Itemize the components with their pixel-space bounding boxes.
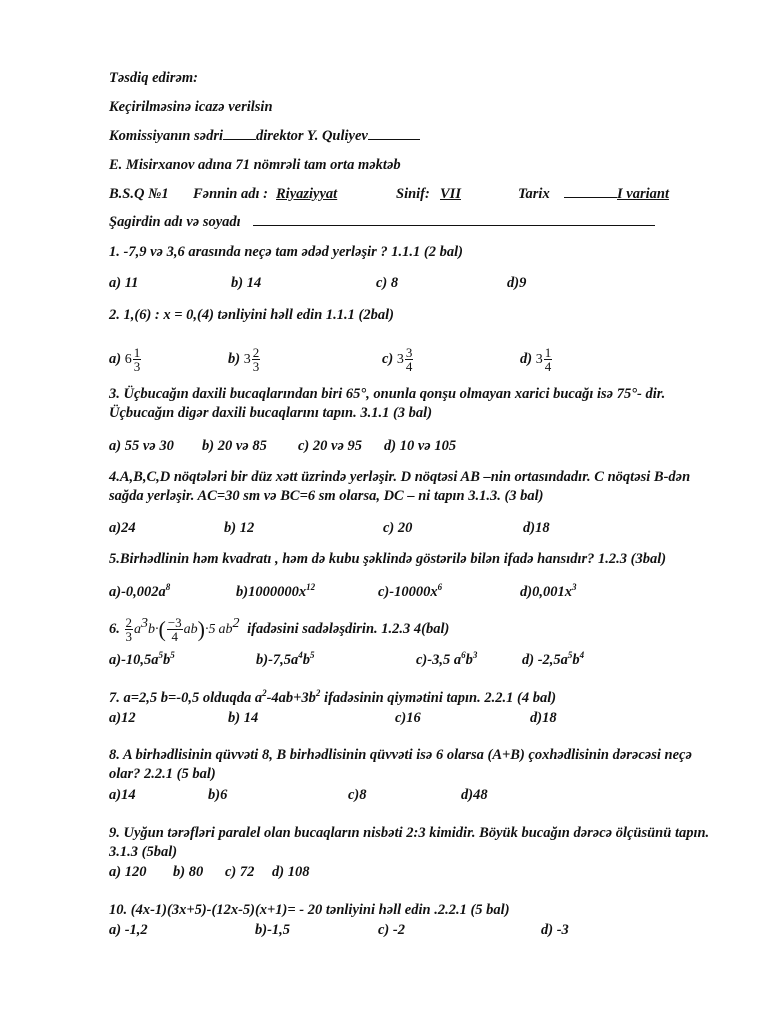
option-a: a) -1,2 — [109, 922, 148, 938]
option-d: $d)0,001x^3$ — [520, 582, 577, 600]
option-d: d) -3 — [541, 922, 569, 938]
option-b: b) 3 $\frac{2}{3}$ — [228, 345, 260, 374]
option-b: b) 12 — [224, 520, 255, 536]
commission-line — [109, 127, 420, 145]
option-b: b) 80 — [173, 864, 204, 880]
option-d: d)48 — [461, 787, 488, 803]
class-label: Sinif: — [396, 186, 430, 202]
bsq-number: B.S.Q №1 — [109, 186, 169, 202]
permission-line: Keçirilməsinə icazə verilsin — [109, 99, 273, 115]
option-a: a) 6 $\frac{1}{3}$ — [109, 345, 141, 374]
option-b: b)-1,5 — [255, 922, 291, 938]
option-d: d) $-2,5a^5b^4$ — [522, 650, 585, 668]
signature-blank — [223, 127, 256, 140]
option-a: a)24 — [109, 520, 136, 536]
question-1: 1. -7,9 və 3,6 arasında neçə tam ədəd yerləşir ? 1.1.1 (2 bal) — [109, 244, 463, 260]
option-c: c)16 — [395, 710, 421, 726]
option-d: d)9 — [507, 275, 527, 291]
option-b: $b)-7,5a^4b^5$ — [256, 650, 315, 668]
option-b: b)6 — [208, 787, 228, 803]
signature-blank-2 — [368, 127, 420, 140]
option-d: d) 108 — [272, 864, 310, 880]
question-10: 10. (4x-1)(3x+5)-(12x-5)(x+1)= - 20 tənliyini həll edin .2.2.1 (5 bal) — [109, 902, 510, 918]
option-d: d) 10 və 105 — [384, 438, 457, 454]
option-a: $a)-0,002a^8$ — [109, 582, 171, 600]
student-name-row — [109, 213, 655, 231]
question-2-options — [109, 338, 709, 372]
date-label: Tarix — [518, 186, 550, 202]
fraction-minus-three-quarters: $\frac{-3}{4}$ — [167, 615, 182, 645]
option-c: c) 8 — [376, 275, 399, 291]
option-c: c) 20 və 95 — [298, 438, 363, 454]
option-c: c) 20 — [383, 520, 413, 536]
option-b: b) 20 və 85 — [202, 438, 267, 454]
option-c: c)8 — [348, 787, 367, 803]
option-c: c)-3,5 $a^6b^3$ — [416, 650, 478, 668]
option-a: a)14 — [109, 787, 136, 803]
option-d: d)18 — [523, 520, 550, 536]
question-9: 9. Uyğun tərəfləri paralel olan bucaqların nisbəti 2:3 kimidir. Böyük bucağın dərəcə ölçüsünü tapın. 3.1.3 (5bal) — [109, 825, 710, 860]
variant-label: I variant — [617, 186, 669, 202]
option-d: d) 3 $\frac{1}{4}$ — [520, 345, 552, 374]
option-c: c) 72 — [225, 864, 255, 880]
student-name-blank — [253, 213, 655, 226]
subject-label: Fənnin adı : — [193, 186, 268, 202]
commission-chair-label: Komissiyanın sədri — [109, 128, 224, 144]
option-c: c) 3 $\frac{3}{4}$ — [382, 345, 413, 374]
option-a: a) 55 və 30 — [109, 438, 174, 454]
question-8: 8. A birhədlisinin qüvvəti 8, B birhədlisinin qüvvəti isə 6 olarsa (A+B) çoxhədlisinin dərəcəsi neçə olar? 2.2.1 (5 bal) — [109, 747, 692, 782]
fraction-two-thirds: $\frac{2}{3}$ — [125, 615, 132, 645]
date-blank — [564, 185, 617, 198]
option-a: a) 11 — [109, 275, 139, 291]
option-c: $c)-10000x^6$ — [378, 582, 443, 600]
option-a: $a)-10,5a^5b^5$ — [109, 650, 175, 668]
question-7: 7. a=2,5 b=-0,5 olduqda $a^2-4ab+3b^2$ ifadəsinin qiymətini tapın. 2.2.1 (4 bal) — [109, 688, 557, 706]
question-3: 3. Üçbucağın daxili bucaqlarından biri 65°, onunla qonşu olmayan xarici bucağı isə 75°- dir. Üçbucağın digər daxili bucaqlarını tapın. 3.1.1 (3 bal) — [109, 386, 666, 421]
option-c: c) -2 — [378, 922, 405, 938]
director-name: direktor Y. Quliyev — [256, 128, 368, 144]
option-b: b) 14 — [228, 710, 259, 726]
question-2: 2. 1,(6) : x = 0,(4) tənliyini həll edin 1.1.1 (2bal) — [109, 307, 394, 323]
option-a: a)12 — [109, 710, 136, 726]
class-value: VII — [440, 186, 461, 202]
subject-value: Riyaziyyat — [276, 186, 338, 202]
question-5: 5.Birhədlinin həm kvadratı , həm də kubu şəklində göstərilə bilən ifadə hansıdır? 1.2.3 (3bal) — [109, 551, 667, 567]
approval-line: Təsdiq edirəm: — [109, 70, 198, 86]
question-4: 4.A,B,C,D nöqtələri bir düz xətt üzrində yerləşir. D nöqtəsi AB –nin ortasındadır. C nöqtəsi B-dən sağda yerləşir. AC=30 sm və BC=6 sm olarsa, DC – ni tapın 3.1.3. (3 bal) — [109, 469, 691, 504]
option-a: a) 120 — [109, 864, 147, 880]
school-name: E. Misirxanov adına 71 nömrəli tam orta məktəb — [109, 157, 401, 173]
option-d: d)18 — [530, 710, 557, 726]
option-b: b) 14 — [231, 275, 262, 291]
question-6: 6. $\frac{2}{3}$ $a^3b\cdot$( $\frac{-3}{4}$ ab)·5 $ab^2$ ifadəsini sadələşdirin. 1.2.3 4(bal) — [109, 615, 450, 645]
student-name-label: Şagirdin adı və soyadı — [109, 214, 241, 230]
option-b: $b)1000000x^{12}$ — [236, 582, 316, 600]
